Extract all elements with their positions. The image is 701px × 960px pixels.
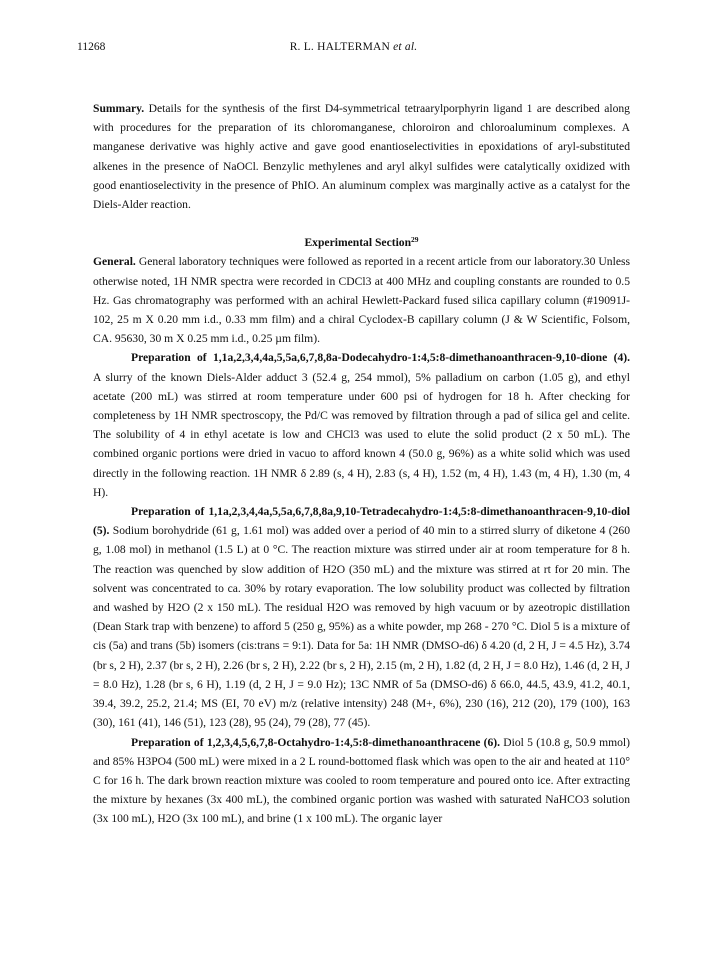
summary-text: Details for the synthesis of the first D4-symmetrical tetraarylporphyrin ligand 1 are described along with procedures for the preparation of its chloromanganese, chloroiron and chloroaluminum complexes. A manganese derivative was highly active and gave good enantioselectivities in epoxidations of aryl-substituted alkenes in the presence of NaOCl. Benzylic methylenes and aryl alkyl sulfides were catalytically oxidized with good enantioselectivity in the presence of PhIO. An aluminum complex was marginally active as a catalyst for the Diels-Alder reaction. — [93, 102, 630, 212]
experimental-section-title: Experimental Section — [304, 236, 412, 250]
general-paragraph — [93, 252, 630, 348]
running-authors: R. L. HALTERMAN — [289, 41, 391, 53]
running-title — [77, 41, 630, 53]
prep-4-text: A slurry of the known Diels-Alder adduct 3 (52.4 g, 254 mmol), 5% palladium on carbon (1.05 g), and ethyl acetate (200 mL) was stirred at room temperature under 600 psi of hydrogen for 18 h. After checking for completeness by 1H NMR spectroscopy, the Pd/C was removed by filtration through a pad of silica gel and celite. The solubility of 4 in ethyl acetate is low and CHCl3 was used to elute the solid product (2 x 50 mL). The combined organic portions were dried in vacuo to afford known 4 (50.0 g, 96%) as a white solid which was used directly in the following reaction. 1H NMR δ 2.89 (s, 4 H), 2.83 (s, 4 H), 1.52 (m, 4 H), 1.43 (m, 4 H), 1.30 (m, 4 H). — [93, 370, 630, 499]
prep-6-text: Diol 5 (10.8 g, 50.9 mmol) and 85% H3PO4 (500 mL) were mixed in a 2 L round-bottomed flask which was open to the air and heated at 110° C for 16 h. The dark brown reaction mixture was cooled to room temperature and poured onto ice. After extracting the mixture by hexanes (3x 400 mL), the combined organic portion was washed with saturated NaHCO3 solution (3x 100 mL), H2O (3x 100 mL), and brine (1 x 100 mL). The organic layer — [93, 735, 630, 826]
page-number: 11268 — [77, 41, 106, 53]
experimental-section-ref: 29 — [411, 235, 419, 245]
running-et-al: et al. — [393, 41, 418, 53]
prep-6-paragraph — [93, 733, 630, 829]
running-header — [77, 41, 630, 57]
prep-4-title: Preparation of 1,1a,2,3,4,4a,5,5a,6,7,8,8a-Dodecahydro-1:4,5:8-dimethanoanthracen-9,10-dione (4). — [131, 351, 630, 365]
summary-paragraph — [93, 99, 630, 214]
prep-5-text: Sodium borohydride (61 g, 1.61 mol) was added over a period of 40 min to a stirred slurry of diketone 4 (260 g, 1.08 mol) in methanol (1.5 L) at 0 °C. The reaction mixture was stirred under air at room temperature for 8 h. The reaction was quenched by slow addition of H2O (350 mL) and the mixture was stirred at rt for 20 min. The solvent was concentrated to ca. 30% by rotary evaporation. The low solubility product was collected by filtration and washed by H2O (2 x 150 mL). The residual H2O was removed by high vacuum or by azeotropic distillation (Dean Stark trap with benzene) to afford 5 (250 g, 95%) as a white powder, mp 268 - 270 °C. Diol 5 is a mixture of cis (5a) and trans (5b) isomers (cis:trans = 9:1). Data for 5a: 1H NMR (DMSO-d6) δ 4.20 (d, 2 H, J = 4.5 Hz), 3.74 (br s, 2 H), 2.37 (br s, 2 H), 2.26 (br s, 2 H), 2.22 (br s, 2 H), 2.15 (m, 2 H), 1.82 (d, 2 H, J = 8.0 Hz), 1.46 (d, 2 H, J = 8.0 Hz), 1.28 (br s, 6 H), 1.19 (d, 2 H, J = 9.0 Hz); 13C NMR of 5a (DMSO-d6) δ 66.0, 44.5, 43.9, 41.2, 40.1, 39.4, 39.2, 25.2, 21.4; MS (EI, 70 eV) m/z (relative intensity) 248 (M+, 6%), 230 (16), 212 (20), 179 (100), 163 (30), 161 (41), 146 (51), 123 (28), 95 (24), 79 (28), 77 (45). — [93, 524, 630, 730]
article-body — [93, 99, 630, 829]
general-text: General laboratory techniques were followed as reported in a recent article from our laboratory.30 Unless otherwise noted, 1H NMR spectra were recorded in CDCl3 at 400 MHz and coupling constants are rounded to 0.5 Hz. Gas chromatography was performed with an achiral Hewlett-Packard fused silica capillary column (#19091J-102, 25 m X 0.20 mm i.d., 0.33 mm film) and a chiral Cyclodex-B capillary column (J & W Scientific, Folsom, CA. 95630, 30 m X 0.25 mm i.d., 0.25 µm film). — [93, 255, 630, 346]
experimental-section-heading — [93, 233, 630, 252]
summary-label: Summary. — [93, 102, 145, 115]
prep-4-paragraph — [93, 348, 630, 502]
prep-5-title: Preparation of 1,1a,2,3,4,4a,5,5a,6,7,8,8a,9,10-Tetradecahydro-1:4,5:8-dimethanoanthracen-9,10-diol (5). — [93, 505, 630, 538]
general-label: General. — [93, 255, 136, 269]
prep-6-title: Preparation of 1,2,3,4,5,6,7,8-Octahydro-1:4,5:8-dimethanoanthracene (6). — [131, 735, 501, 749]
prep-5-paragraph — [93, 502, 630, 732]
